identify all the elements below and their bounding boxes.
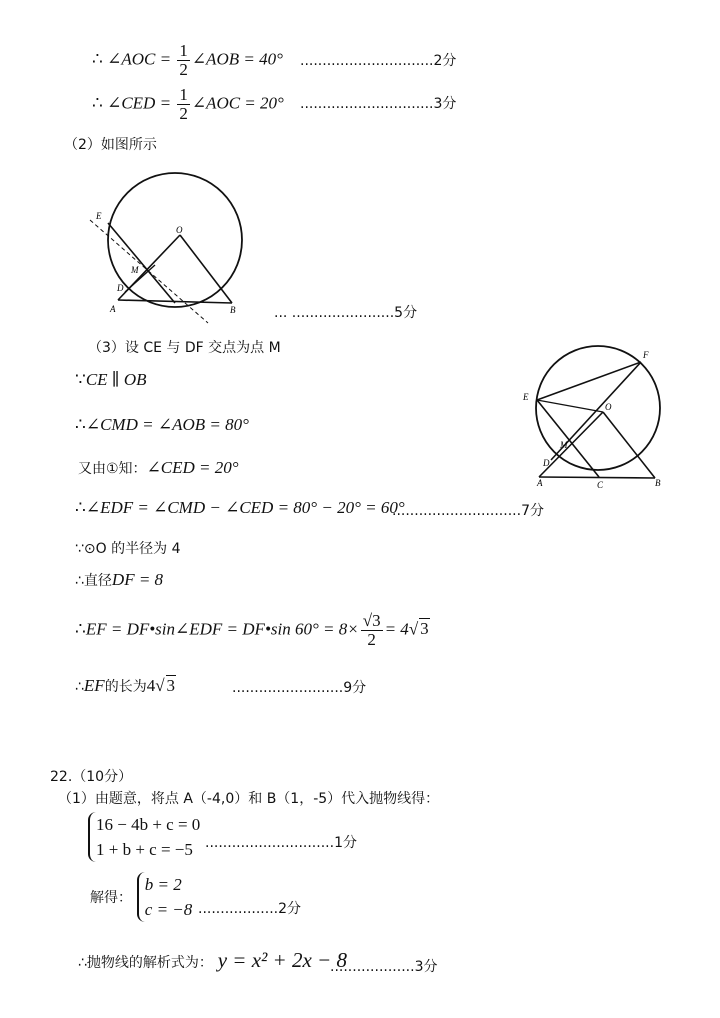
fig2-label-f: F bbox=[643, 350, 649, 360]
fig1-tangent bbox=[90, 220, 208, 323]
score-aoc: ..............................2分 bbox=[300, 53, 457, 69]
fig1-label-o: O bbox=[176, 225, 183, 235]
q22-solution: 解得： b = 2 c = −8 bbox=[90, 872, 192, 922]
aoc-lhs: ∠AOC bbox=[107, 49, 156, 69]
score-q22-final: ...................3分 bbox=[330, 959, 438, 975]
q22-eq1: 16 − 4b + c = 0 bbox=[96, 815, 201, 834]
step-cmd-text: ∠CMD = ∠AOB = 80° bbox=[85, 415, 249, 434]
fig1-label-d: D bbox=[117, 283, 124, 293]
q22-sol1: b = 2 bbox=[144, 875, 182, 894]
q22-part1: （1）由题意，将点 A（-4,0）和 B（1，-5）代入抛物线得： bbox=[58, 791, 440, 807]
step-parallel: ∵CE ∥ OB bbox=[75, 370, 147, 389]
fig1-label-b: B bbox=[230, 305, 236, 315]
fig2-label-a: A bbox=[537, 478, 543, 488]
step-edf-text: ∠EDF = ∠CMD − ∠CED = 80° − 20° = 60° bbox=[85, 498, 405, 517]
step-ef-calc: ∴EF = DF•sin∠EDF = DF•sin 60° = 8× $\frac{√3}{2}$ = 4√ 3 bbox=[75, 611, 429, 649]
fig2-line-eo bbox=[537, 400, 603, 412]
q22-system bbox=[88, 812, 200, 862]
step-diameter: ∴直径DF = 8 bbox=[75, 570, 164, 589]
aoc-rhs: ∠AOB = 40° bbox=[191, 49, 283, 69]
fig2-label-m: M bbox=[560, 440, 568, 450]
part2-label: （2）如图所示 bbox=[64, 137, 157, 153]
fig1-line-ob bbox=[180, 235, 232, 303]
aoc-fraction: $\frac{1}{2}$ bbox=[179, 41, 188, 79]
step-radius: ∵⊙O 的半径为 4 bbox=[75, 541, 181, 557]
score-figure-1: ... .......................5分 bbox=[274, 305, 418, 321]
fig2-line-ab bbox=[539, 477, 655, 478]
step-edf: ∴∠EDF = ∠CMD − ∠CED = 80° − 20° = 60° bbox=[75, 498, 405, 517]
ced-rhs: ∠AOC = 20° bbox=[191, 93, 284, 113]
fig2-label-d: D bbox=[543, 458, 550, 468]
fig1-label-a: A bbox=[110, 304, 116, 314]
score-q22-solution: ..................2分 bbox=[198, 901, 302, 917]
figure-2 bbox=[515, 340, 675, 490]
fig1-line-dm bbox=[125, 265, 155, 292]
step-parallel-text: CE ∥ OB bbox=[85, 370, 147, 389]
q22-eq2: 1 + b + c = −5 bbox=[96, 840, 193, 859]
score-q22-system: .............................1分 bbox=[205, 835, 357, 851]
fig2-label-b: B bbox=[655, 478, 661, 488]
equation-ced: ∴ ∠CED = $\frac{1}{2}$ ∠AOC = 20° bbox=[92, 85, 284, 123]
fig1-label-m: M bbox=[131, 265, 139, 275]
figure-1 bbox=[80, 165, 260, 325]
part3-label: （3）设 CE 与 DF 交点为点 M bbox=[88, 340, 281, 356]
fig2-label-o: O bbox=[605, 402, 612, 412]
step-ced: 又由①知：∠CED = 20° bbox=[78, 458, 239, 477]
step-cmd: ∴∠CMD = ∠AOB = 80° bbox=[75, 415, 249, 434]
q22-final: ∴抛物线的解析式为： y = x² + 2x − 8 bbox=[78, 948, 347, 972]
score-ced: ..............................3分 bbox=[300, 96, 457, 112]
q22-sol2: c = −8 bbox=[144, 900, 193, 919]
q22-final-eq: y = x² + 2x − 8 bbox=[217, 948, 347, 972]
score-edf: .............................7分 bbox=[392, 503, 544, 519]
ced-lhs: ∠CED bbox=[107, 93, 156, 113]
fig2-line-ef bbox=[537, 362, 641, 400]
equation-aoc: ∴ ∠AOC = $\frac{1}{2}$ ∠AOB = 40° bbox=[92, 41, 283, 79]
fig2-label-c: C bbox=[597, 480, 604, 490]
step-ef-result: ∴EF的长为4√ 3 bbox=[75, 676, 176, 695]
score-ef-result: .........................9分 bbox=[232, 680, 367, 696]
ced-fraction: $\frac{1}{2}$ bbox=[179, 85, 188, 123]
q22-header: 22.（10分） bbox=[50, 769, 133, 785]
fig1-label-e: E bbox=[96, 211, 102, 221]
fig2-label-e: E bbox=[523, 392, 529, 402]
